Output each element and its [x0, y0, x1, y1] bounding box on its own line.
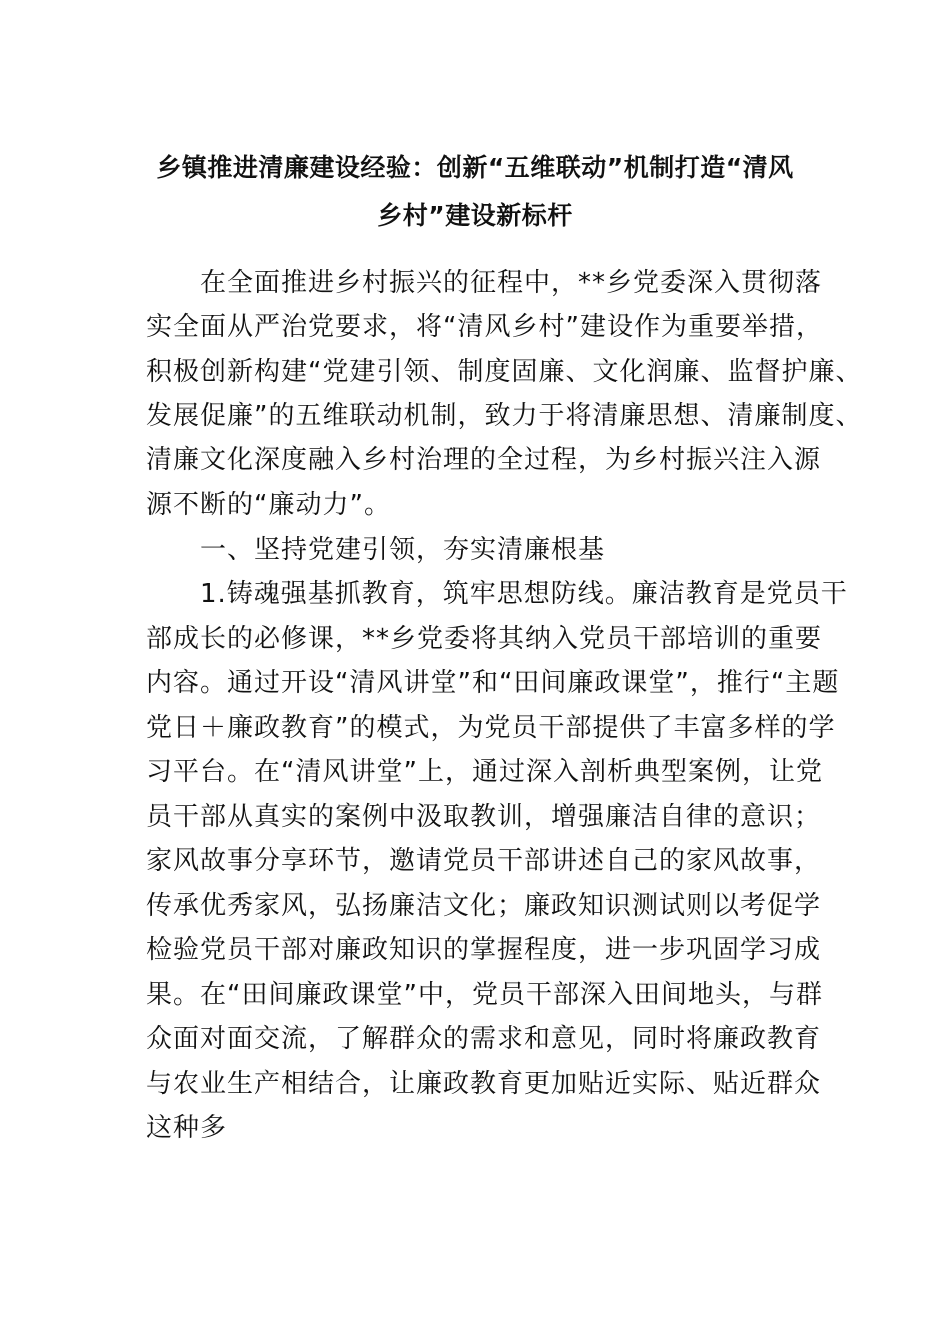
- body-line-17: 果。在“田间廉政课堂”中，党员干部深入田间地头，与群: [146, 980, 823, 1010]
- body-line-3: 积极创新构建“党建引领、制度固廉、文化润廉、监督护廉、: [146, 357, 863, 387]
- body-line-19: 与农业生产相结合，让廉政教育更加贴近实际、贴近群众: [146, 1069, 822, 1099]
- body-line-8: 1.铸魂强基抓教育，筑牢思想防线。廉洁教育是党员干: [146, 579, 848, 609]
- body-line-20: 这种多: [146, 1113, 228, 1143]
- body-line-11: 党日＋廉政教育”的模式，为党员干部提供了丰富多样的学: [146, 713, 836, 743]
- body-line-2: 实全面从严治党要求，将“清风乡村”建设作为重要举措，: [146, 312, 823, 342]
- section-heading-1: 一、坚持党建引领，夯实清廉根基: [146, 535, 606, 565]
- body-line-6: 源不断的“廉动力”。: [146, 490, 391, 520]
- body-line-15: 传承优秀家风，弘扬廉洁文化；廉政知识测试则以考促学: [146, 891, 822, 921]
- body-line-4: 发展促廉”的五维联动机制，致力于将清廉思想、清廉制度、: [146, 401, 863, 431]
- body-line-14: 家风故事分享环节，邀请党员干部讲述自己的家风故事，: [146, 846, 822, 876]
- body-line-10: 内容。通过开设“清风讲堂”和“田间廉政课堂”，推行“主题: [146, 668, 840, 698]
- body-line-5: 清廉文化深度融入乡村治理的全过程，为乡村振兴注入源: [146, 445, 822, 475]
- document-title-line-2: 乡村”建设新标杆: [377, 201, 573, 230]
- body-line-1: 在全面推进乡村振兴的征程中，**乡党委深入贯彻落: [146, 268, 823, 298]
- body-line-12: 习平台。在“清风讲堂”上，通过深入剖析典型案例，让党: [146, 757, 823, 787]
- body-line-18: 众面对面交流，了解群众的需求和意见，同时将廉政教育: [146, 1024, 822, 1054]
- body-line-13: 员干部从真实的案例中汲取教训，增强廉洁自律的意识；: [146, 802, 822, 832]
- body-line-16: 检验党员干部对廉政知识的掌握程度，进一步巩固学习成: [146, 935, 822, 965]
- body-line-9: 部成长的必修课，**乡党委将其纳入党员干部培训的重要: [146, 624, 823, 654]
- document-title-line-1: 乡镇推进清廉建设经验：创新“五维联动”机制打造“清风: [156, 153, 794, 182]
